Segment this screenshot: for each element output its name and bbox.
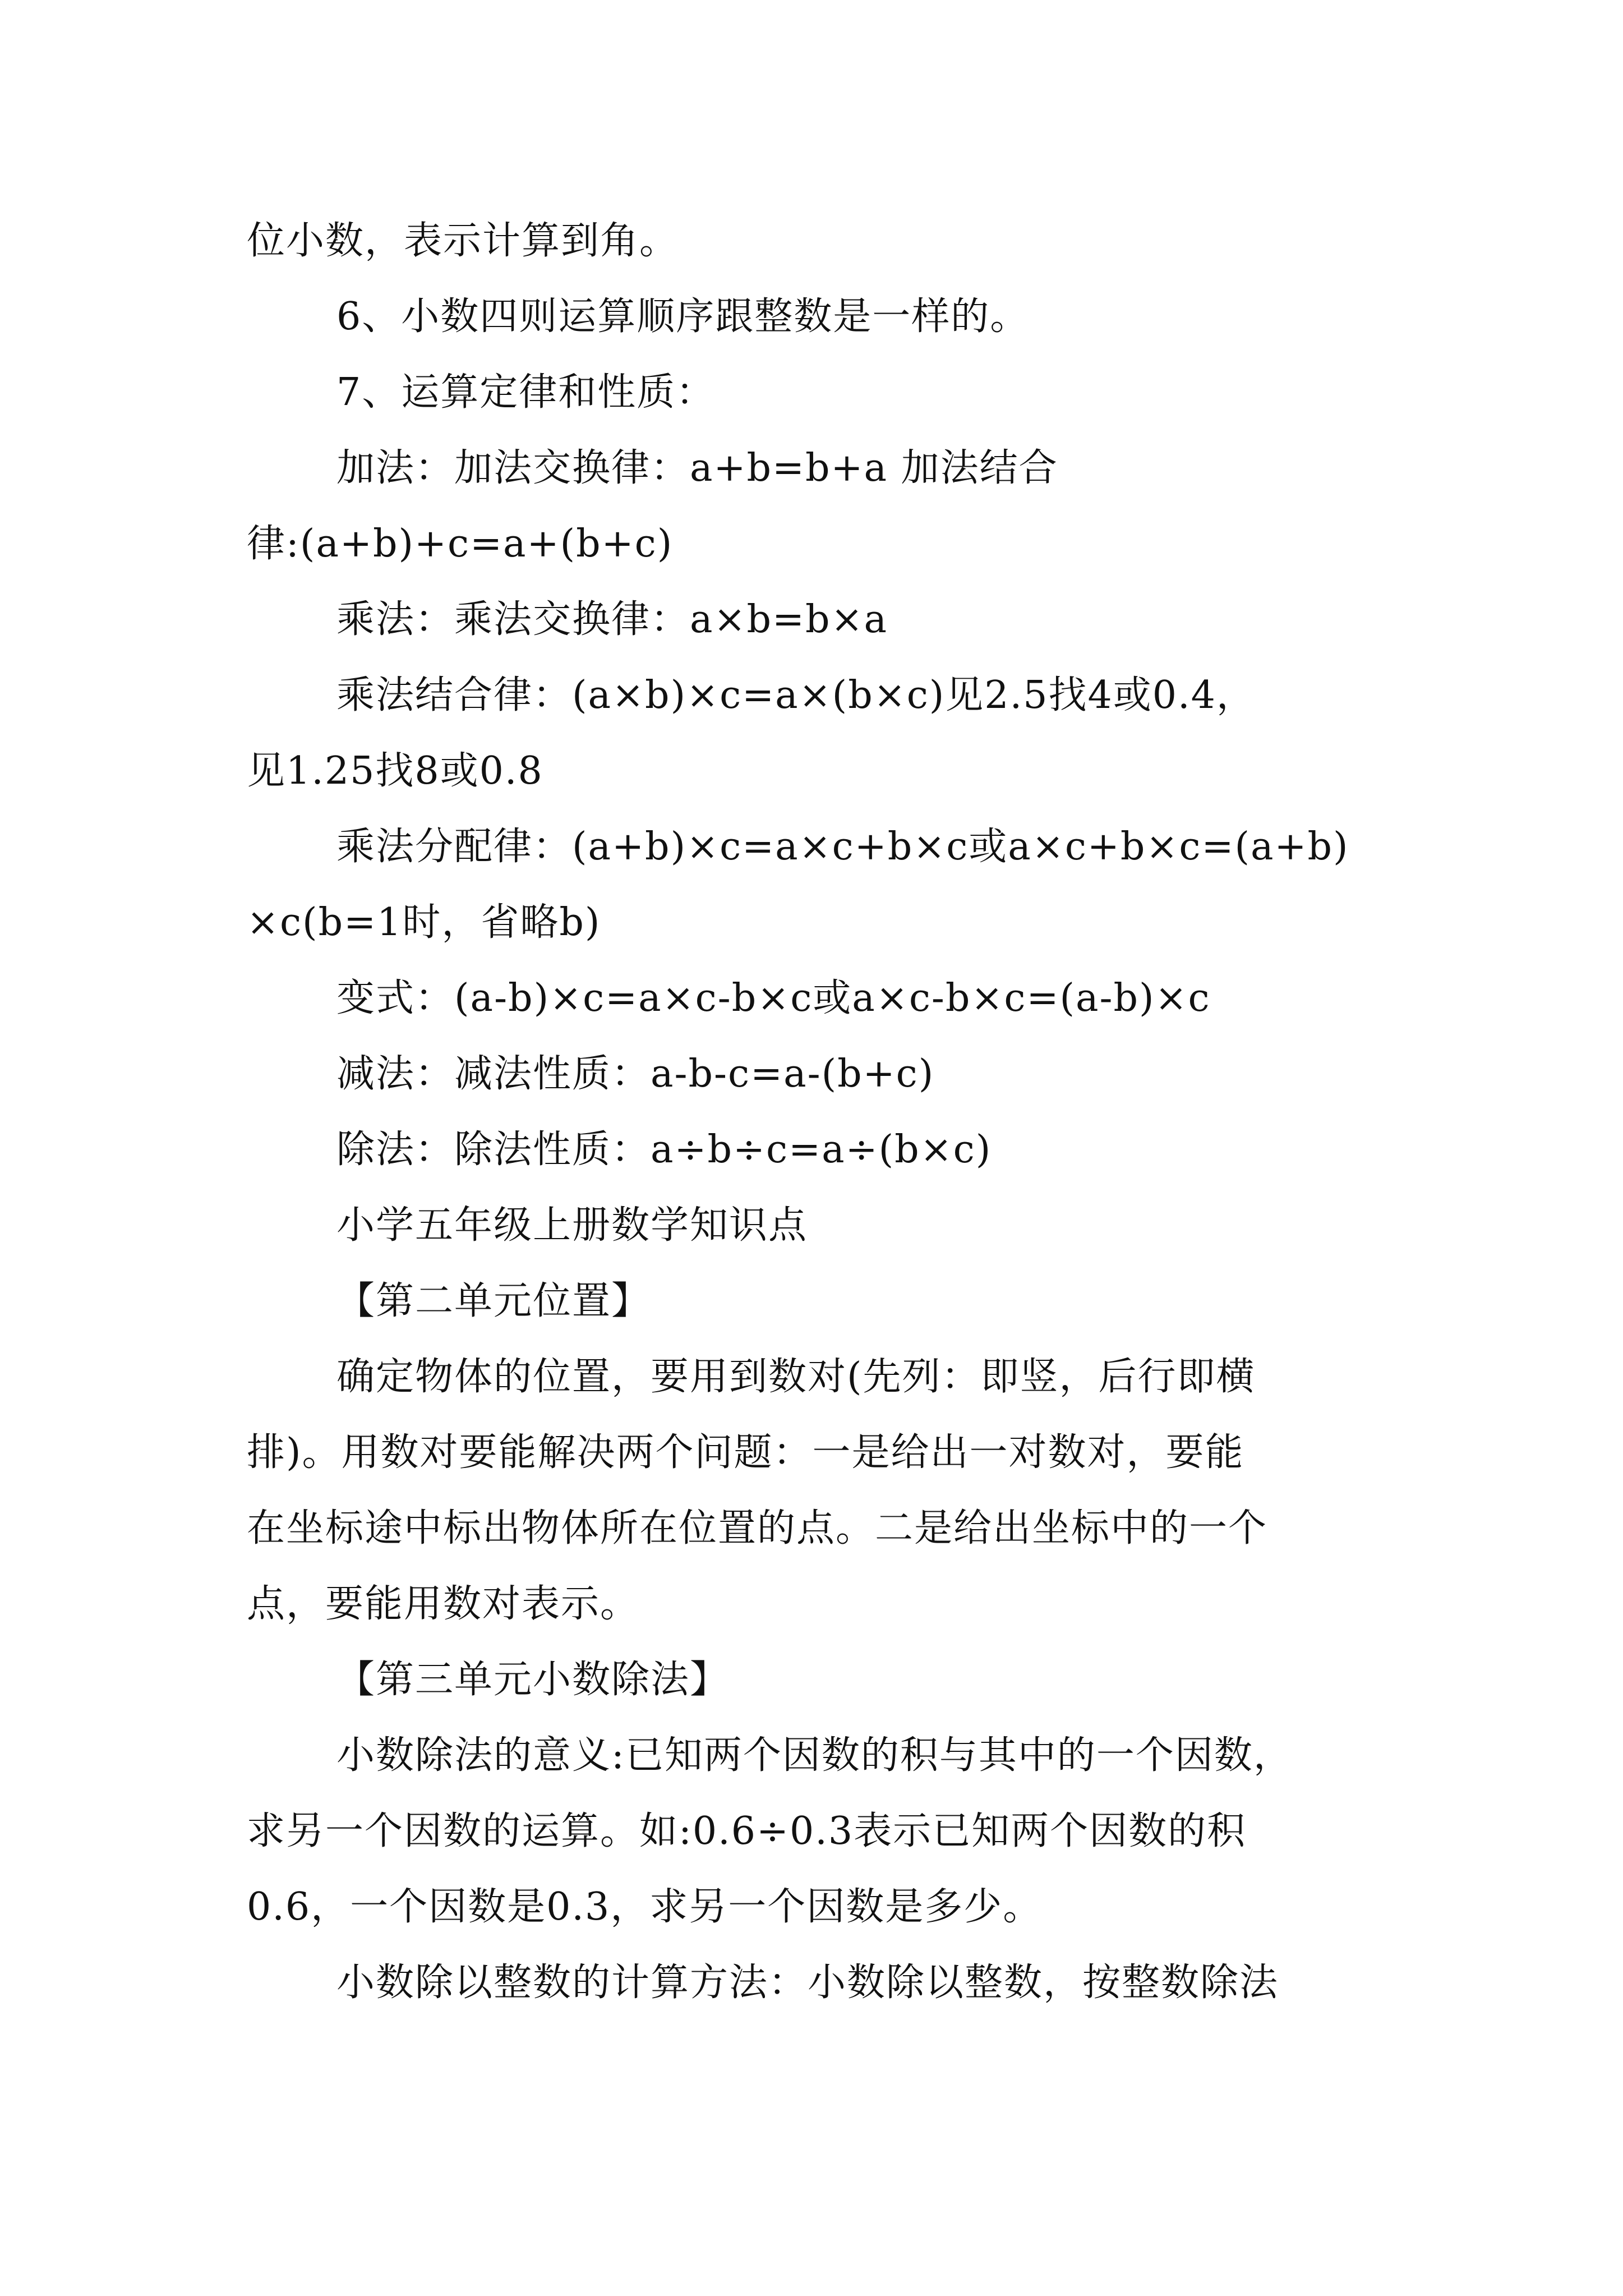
text-line: 排)。用数对要能解决两个问题：一是给出一对数对，要能 [247,1430,1244,1475]
text-line: 律:(a+b)+c=a+(b+c) [247,522,674,566]
section-heading: 【第二单元位置】 [336,1279,651,1323]
text-line: 在坐标途中标出物体所在位置的点。二是给出坐标中的一个 [247,1506,1268,1550]
text-line: 0.6，一个因数是0.3，求另一个因数是多少。 [247,1885,1043,1929]
text-line: 乘法分配律：(a+b)×c=a×c+b×c或a×c+b×c=(a+b) [336,825,1349,869]
text-line: 小数除以整数的计算方法：小数除以整数，按整数除法 [336,1961,1279,2005]
text-line: ×c(b=1时，省略b) [247,900,601,945]
text-line: 见1.25找8或0.8 [247,749,543,793]
text-line: 位小数，表示计算到角。 [247,219,679,263]
text-line: 点，要能用数对表示。 [247,1582,640,1626]
text-line: 小数除法的意义:已知两个因数的积与其中的一个因数， [336,1733,1293,1778]
section-heading: 【第三单元小数除法】 [336,1658,730,1702]
text-line: 7、运算定律和性质： [336,370,716,415]
text-line: 除法：除法性质：a÷b÷c=a÷(b×c) [336,1128,992,1172]
text-line: 求另一个因数的运算。如:0.6÷0.3表示已知两个因数的积 [247,1809,1247,1853]
section-title: 小学五年级上册数学知识点 [336,1203,808,1248]
text-line: 变式：(a-b)×c=a×c-b×c或a×c-b×c=(a-b)×c [336,976,1211,1020]
text-line: 乘法结合律：(a×b)×c=a×(b×c)见2.5找4或0.4， [336,673,1256,717]
text-line: 乘法：乘法交换律：a×b=b×a [336,597,888,642]
text-line: 减法：减法性质：a-b-c=a-(b+c) [336,1052,935,1096]
text-line: 确定物体的位置，要用到数对(先列：即竖，后行即横 [336,1355,1256,1399]
text-line: 6、小数四则运算顺序跟整数是一样的。 [336,295,1030,339]
text-line: 加法：加法交换律：a+b=b+a 加法结合 [336,446,1058,490]
